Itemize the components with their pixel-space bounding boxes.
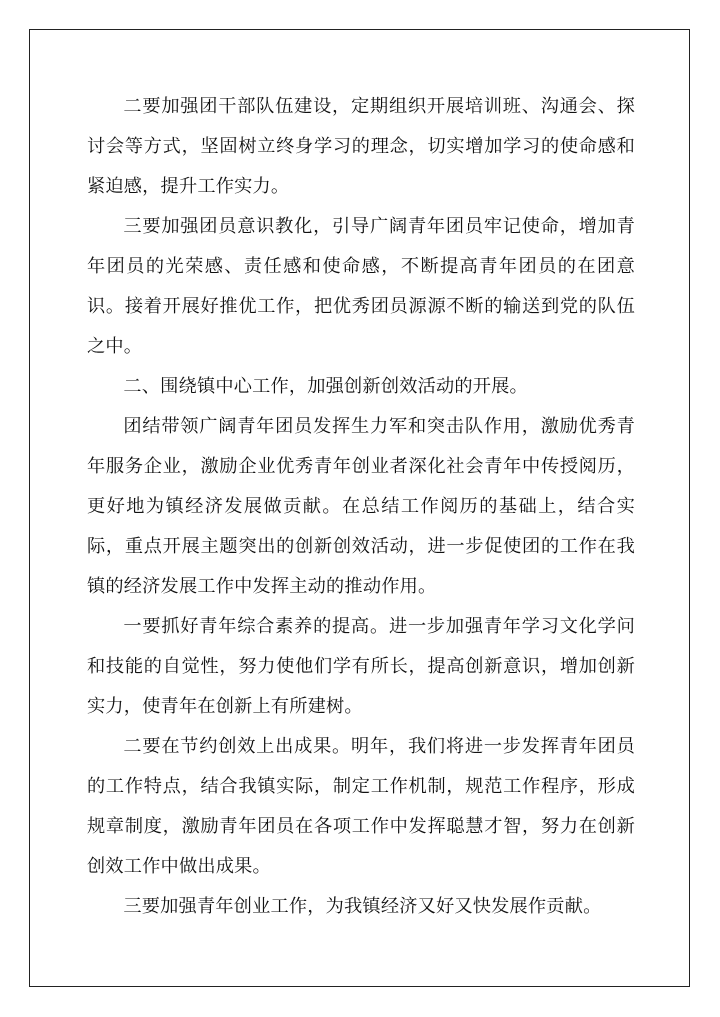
paragraph-cadre-training: 二要加强团干部队伍建设，定期组织开展培训班、沟通会、探讨会等方式，坚固树立终身学习的理念，切实增加学习的使命感和紧迫感，提升工作实力。 [87,96,635,197]
document-body [87,87,635,927]
paragraph-youth-entrepreneurship: 三要加强青年创业工作，为我镇经济又好又快发展作贡献。 [123,896,602,917]
section-heading-innovation: 二、围绕镇中心工作，加强创新创效活动的开展。 [123,376,528,397]
paragraph-youth-service: 团结带领广阔青年团员发挥生力军和突击队作用，激励优秀青年服务企业，激励企业优秀青年创业者深化社会青年中传授阅历，更好地为镇经济发展做贡献。在总结工作阅历的基础上，结合实际，重点开展主题突出的创新创效活动，进一步促使团的工作在我镇的经济发展工作中发挥主动的推动作用。 [87,416,635,597]
paragraph-savings-results: 二要在节约创效上出成果。明年，我们将进一步发挥青年团员的工作特点，结合我镇实际，制定工作机制，规范工作程序，形成规章制度，激励青年团员在各项工作中发挥聪慧才智，努力在创新创效工作中做出成果。 [87,736,635,877]
paragraph-member-awareness: 三要加强团员意识教化，引导广阔青年团员牢记使命，增加青年团员的光荣感、责任感和使命感，不断提高青年团员的在团意识。接着开展好推优工作，把优秀团员源源不断的输送到党的队伍之中。 [87,216,635,357]
paragraph-youth-quality: 一要抓好青年综合素养的提高。进一步加强青年学习文化学问和技能的自觉性，努力使他们学有所长，提高创新意识，增加创新实力，使青年在创新上有所建树。 [87,616,635,717]
